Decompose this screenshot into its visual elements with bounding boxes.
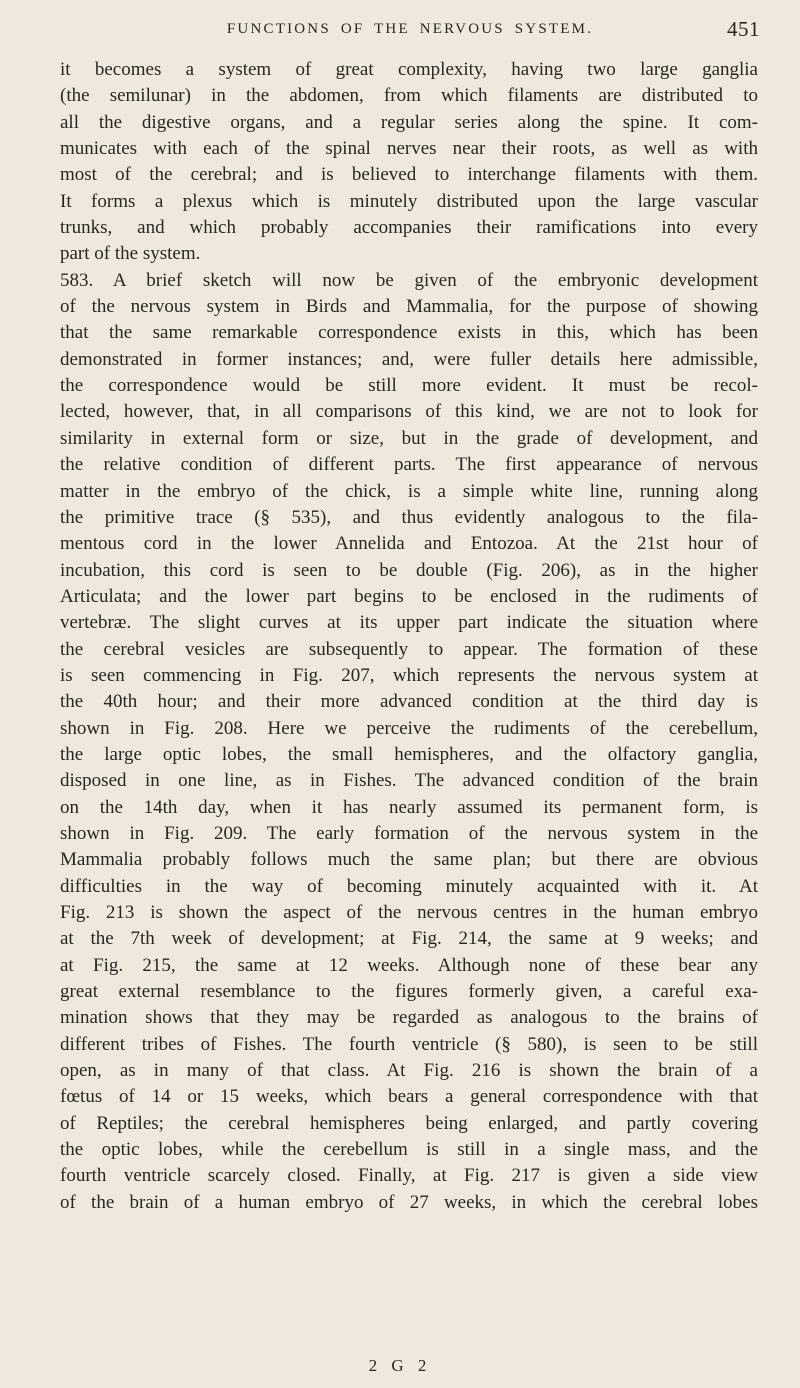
text-line: the large optic lobes, the small hemispheres, and the olfactory ganglia, xyxy=(60,743,758,765)
text-line: fœtus of 14 or 15 weeks, which bears a general correspondence with that xyxy=(60,1086,758,1108)
signature-mark: 2 G 2 xyxy=(368,1356,432,1375)
text-line: on the 14th day, when it has nearly assumed its permanent form, is xyxy=(60,796,758,818)
text-line: all the digestive organs, and a regular series along the spine. It com- xyxy=(60,111,758,133)
text-line: mentous cord in the lower Annelida and Entozoa. At the 21st hour of xyxy=(60,533,758,555)
text-line: the cerebral vesicles are subsequently to appear. The formation of these xyxy=(60,638,758,660)
text-line: (the semilunar) in the abdomen, from which filaments are distributed to xyxy=(60,85,758,107)
text-line: the 40th hour; and their more advanced condition at the third day is xyxy=(60,691,758,713)
text-line: difficulties in the way of becoming minutely acquainted with it. At xyxy=(60,875,758,897)
text-line: mination shows that they may be regarded as analogous to the brains of xyxy=(60,1007,758,1029)
text-line: of the brain of a human embryo of 27 weeks, in which the cerebral lobes xyxy=(60,1191,758,1213)
text-line: Fig. 213 is shown the aspect of the nervous centres in the human embryo xyxy=(60,902,758,923)
text-line: that the same remarkable correspondence exists in this, which has been xyxy=(60,322,758,344)
body-text xyxy=(60,57,758,1216)
text-line: shown in Fig. 208. Here we perceive the rudiments of the cerebellum, xyxy=(60,717,758,739)
text-line: Mammalia probably follows much the same plan; but there are obvious xyxy=(60,849,758,871)
text-line: trunks, and which probably accompanies their ramifications into every xyxy=(60,217,758,239)
text-line: shown in Fig. 209. The early formation of the nervous system in the xyxy=(60,822,758,844)
text-line: It forms a plexus which is minutely distributed upon the large vascular xyxy=(60,190,758,212)
text-line: Articulata; and the lower part begins to be enclosed in the rudiments of xyxy=(60,585,758,607)
running-title: FUNCTIONS OF THE NERVOUS SYSTEM. xyxy=(226,21,594,37)
text-line: the relative condition of different parts. The first appearance of nervous xyxy=(60,454,758,476)
text-line: different tribes of Fishes. The fourth ventricle (§ 580), is seen to be still xyxy=(60,1033,758,1055)
text-line: 583. A brief sketch will now be given of the embryonic development xyxy=(60,269,758,291)
text-line: matter in the embryo of the chick, is a simple white line, running along xyxy=(60,480,758,502)
text-line: most of the cerebral; and is believed to interchange filaments with them. xyxy=(60,164,758,186)
text-line: part of the system. xyxy=(60,243,201,265)
text-line: lected, however, that, in all comparisons of this kind, we are not to look for xyxy=(60,401,758,423)
text-line: the optic lobes, while the cerebellum is still in a single mass, and the xyxy=(60,1139,758,1161)
text-line: incubation, this cord is seen to be double (Fig. 206), as in the higher xyxy=(60,559,758,581)
running-head xyxy=(60,17,760,51)
page-number: 451 xyxy=(727,17,760,41)
text-line: at the 7th week of development; at Fig. 214, the same at 9 weeks; and xyxy=(60,928,758,950)
text-line: municates with each of the spinal nerves near their roots, as well as with xyxy=(60,138,758,160)
text-line: great external resemblance to the figures formerly given, a careful exa- xyxy=(60,981,758,1003)
text-line: open, as in many of that class. At Fig. 216 is shown the brain of a xyxy=(60,1060,758,1082)
text-line: fourth ventricle scarcely closed. Finally, at Fig. 217 is given a side view xyxy=(60,1165,758,1187)
text-line: the correspondence would be still more evident. It must be recol- xyxy=(60,375,758,397)
text-line: vertebræ. The slight curves at its upper part indicate the situation where xyxy=(60,612,758,634)
text-line: similarity in external form or size, but in the grade of development, and xyxy=(60,427,758,449)
text-line: disposed in one line, as in Fishes. The advanced condition of the brain xyxy=(60,770,758,792)
text-line: the primitive trace (§ 535), and thus evidently analogous to the fila- xyxy=(60,506,758,528)
text-line: is seen commencing in Fig. 207, which represents the nervous system at xyxy=(60,664,758,686)
text-line: at Fig. 215, the same at 12 weeks. Although none of these bear any xyxy=(60,954,758,976)
text-line: demonstrated in former instances; and, were fuller details here admissible, xyxy=(60,348,758,370)
text-line: of Reptiles; the cerebral hemispheres being enlarged, and partly covering xyxy=(60,1112,758,1134)
text-line: of the nervous system in Birds and Mammalia, for the purpose of showing xyxy=(60,296,758,318)
text-line: it becomes a system of great complexity, having two large ganglia xyxy=(60,59,758,80)
